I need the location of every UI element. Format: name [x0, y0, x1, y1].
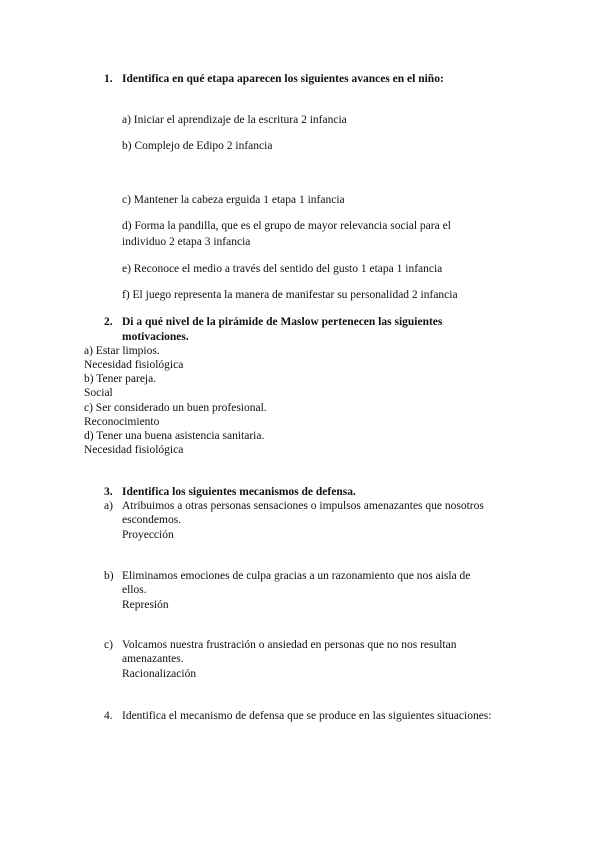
- q2-number: 2.: [104, 316, 113, 328]
- q2-answer-d: Necesidad fisiológica: [84, 444, 184, 456]
- q3-item-b-line2: ellos.: [122, 584, 147, 596]
- q4-title: Identifica el mecanismo de defensa que se produce en las siguientes situaciones:: [122, 710, 492, 722]
- q2-answer-b: Social: [84, 387, 113, 399]
- q3-item-a-line2: escondemos.: [122, 514, 182, 526]
- q3-item-a-answer: Proyección: [122, 529, 174, 541]
- q3-item-b-line1: Eliminamos emociones de culpa gracias a un razonamiento que nos aisla de: [122, 570, 471, 582]
- q3-item-c-line2: amenazantes.: [122, 653, 184, 665]
- q1-item-d-cont: individuo 2 etapa 3 infancia: [122, 236, 251, 248]
- q3-number: 3.: [104, 486, 113, 498]
- q1-item-f: f) El juego representa la manera de manifestar su personalidad 2 infancia: [122, 289, 458, 301]
- q2-title-line2: motivaciones.: [122, 331, 189, 343]
- q3-item-a-line1: Atribuimos a otras personas sensaciones o impulsos amenazantes que nosotros: [122, 500, 484, 512]
- q3-item-c-line1: Volcamos nuestra frustración o ansiedad en personas que no nos resultan: [122, 639, 457, 651]
- q1-item-c: c) Mantener la cabeza erguida 1 etapa 1 infancia: [122, 194, 345, 206]
- q2-line-b: b) Tener pareja.: [84, 373, 157, 385]
- q2-line-d: d) Tener una buena asistencia sanitaria.: [84, 430, 265, 442]
- q3-item-b-label: b): [104, 570, 114, 582]
- q2-title-line1: Di a qué nivel de la pirámide de Maslow pertenecen las siguientes: [122, 316, 443, 328]
- q2-answer-c: Reconocimiento: [84, 416, 160, 428]
- q1-number: 1.: [104, 73, 113, 85]
- q2-line-a: a) Estar limpios.: [84, 345, 160, 357]
- q3-item-c-answer: Racionalización: [122, 668, 197, 680]
- q3-item-b-answer: Represión: [122, 599, 169, 611]
- q1-title: Identifica en qué etapa aparecen los siguientes avances en el niño:: [122, 73, 444, 85]
- q3-title: Identifica los siguientes mecanismos de defensa.: [122, 486, 356, 498]
- q1-item-e: e) Reconoce el medio a través del sentido del gusto 1 etapa 1 infancia: [122, 263, 443, 275]
- q2-answer-a: Necesidad fisiológica: [84, 359, 184, 371]
- q3-item-a-label: a): [104, 500, 113, 512]
- q2-line-c: c) Ser considerado un buen profesional.: [84, 402, 267, 414]
- q1-item-b: b) Complejo de Edipo 2 infancia: [122, 140, 273, 152]
- q1-item-d: d) Forma la pandilla, que es el grupo de mayor relevancia social para el: [122, 220, 451, 232]
- q3-item-c-label: c): [104, 639, 113, 651]
- q1-item-a: a) Iniciar el aprendizaje de la escritura 2 infancia: [122, 114, 347, 126]
- q4-number: 4.: [104, 710, 113, 722]
